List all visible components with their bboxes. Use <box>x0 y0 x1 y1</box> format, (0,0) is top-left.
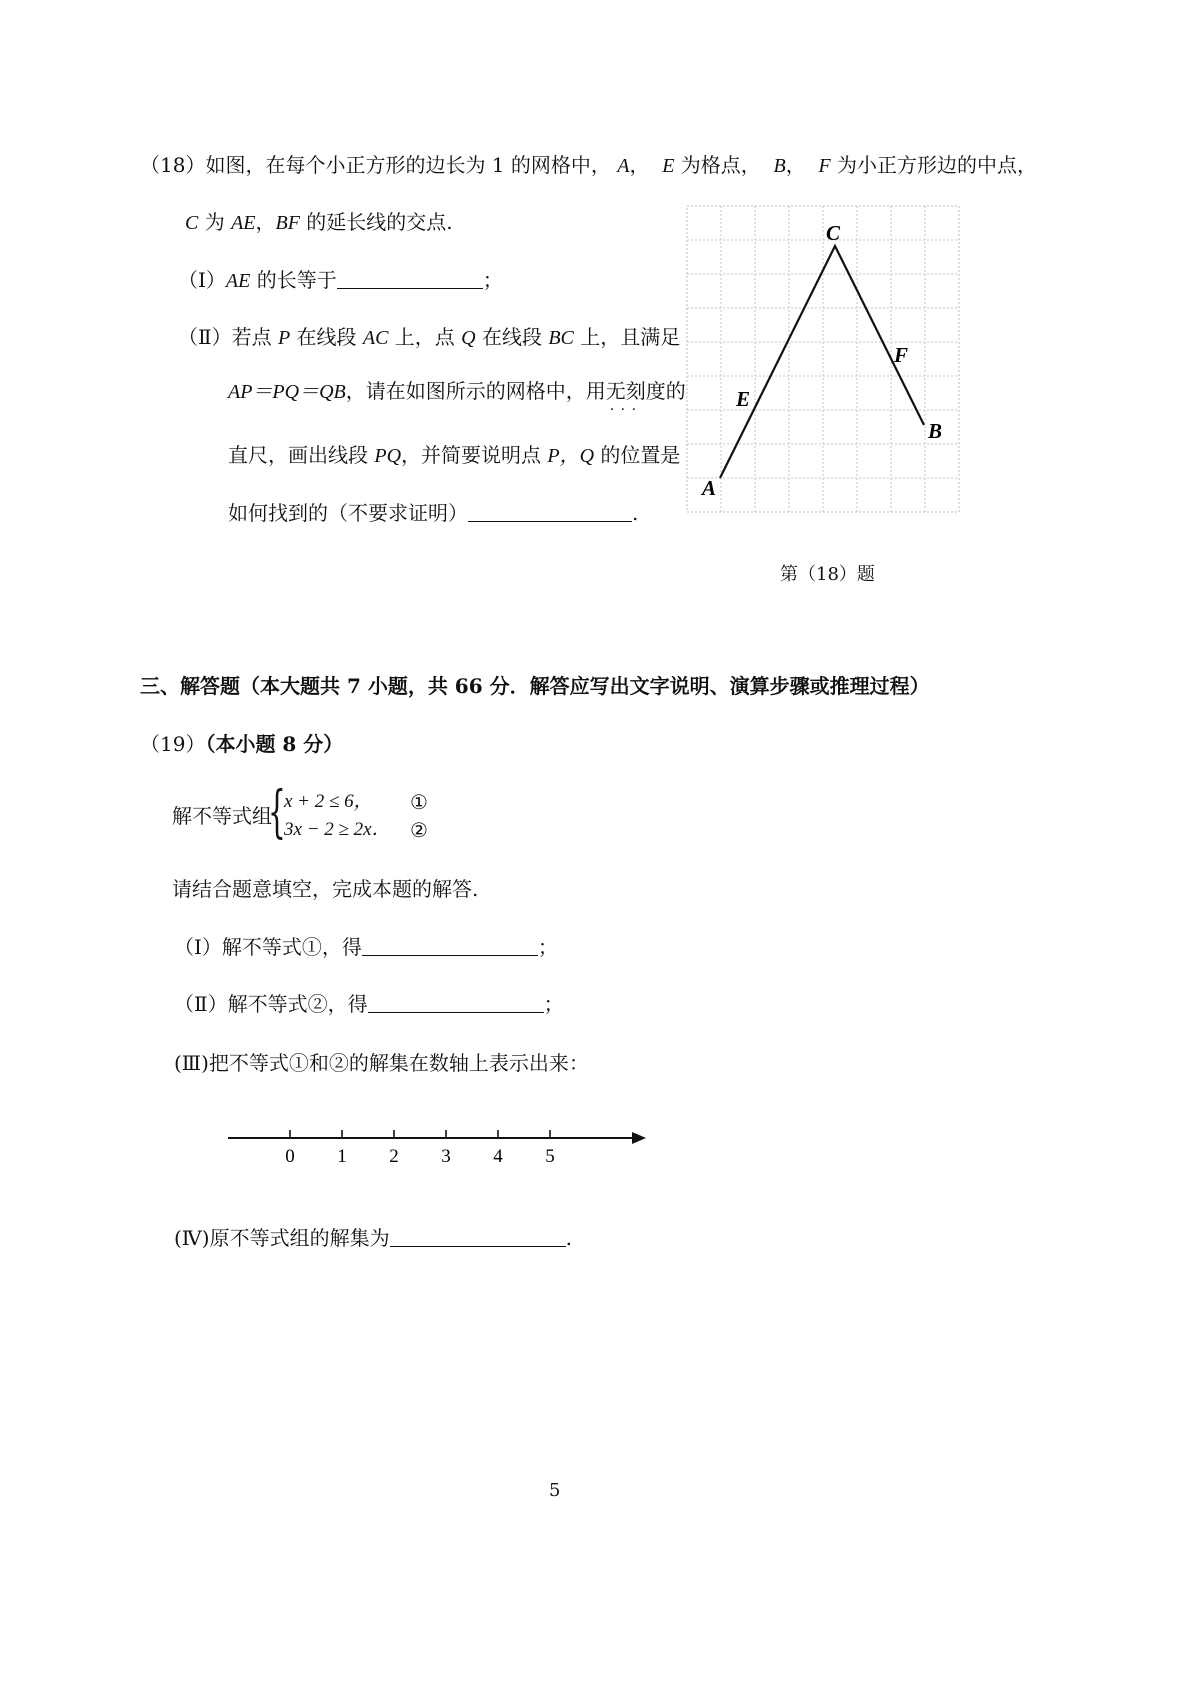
text: 在线段 <box>290 325 363 349</box>
text: 为 <box>198 210 232 234</box>
text: 原不等式组的解集为 <box>209 1226 390 1250</box>
answer-blank-4[interactable] <box>368 992 544 1013</box>
text: 直尺，画出线段 <box>228 443 375 467</box>
q18-part2-line2 <box>228 378 686 405</box>
axis-arrow <box>632 1132 646 1144</box>
number-line <box>220 1120 660 1180</box>
point-Q: Q <box>461 327 476 349</box>
q19-intro: 解不等式组 <box>172 804 272 828</box>
text: 上，且满足 <box>573 325 681 349</box>
label-B-text: B <box>773 155 786 177</box>
q18-part2-line4 <box>228 500 638 526</box>
mark-1: ① <box>410 790 428 814</box>
text: . <box>565 1226 572 1250</box>
step-label: (Ⅲ) <box>174 1051 209 1075</box>
text: 若点 <box>231 325 278 349</box>
text: 在线段 <box>475 325 549 349</box>
text: 的延长线的交点. <box>299 210 453 234</box>
comma: ， <box>785 153 806 177</box>
grid-figure <box>680 200 970 520</box>
text: ，请在如图所示的网格中，用 <box>345 379 606 403</box>
grid-lines <box>687 206 959 512</box>
step-label: (Ⅳ) <box>174 1226 210 1250</box>
text: 的长等于 <box>250 268 337 292</box>
page-number: 5 <box>549 1480 561 1501</box>
label-E-text: E <box>662 155 675 177</box>
points-PQ: P，Q <box>547 445 595 467</box>
text: 如何找到的（不要求证明） <box>228 501 468 525</box>
q19-prompt: 请结合题意填空，完成本题的解答. <box>172 877 479 901</box>
segment-BF: BF <box>275 212 300 234</box>
part-label: （Ⅱ） <box>178 325 232 349</box>
tick-label: 4 <box>493 1146 503 1167</box>
text: 解不等式①，得 <box>221 935 362 959</box>
segment-AE: AE <box>225 270 251 292</box>
label-C: C <box>826 221 841 245</box>
q18-part2-line3 <box>228 442 680 469</box>
q19-step4 <box>174 1225 572 1251</box>
text: ； <box>482 268 503 292</box>
label-F-text: F <box>818 155 831 177</box>
text: 把不等式①和②的解集在数轴上表示出来： <box>208 1051 589 1075</box>
segment-BC: BC <box>548 327 574 349</box>
text: . <box>632 501 639 525</box>
text: 上，点 <box>388 325 462 349</box>
text: 的位置是 <box>594 443 681 467</box>
q19-header <box>140 731 343 757</box>
brace: { <box>268 780 286 845</box>
q18-line1-text: 如图，在每个小正方形的边长为 1 的网格中， <box>205 153 611 177</box>
tick-label: 5 <box>545 1146 555 1167</box>
text: ； <box>543 992 564 1016</box>
q18-part2-line1 <box>178 324 680 351</box>
midpoint-text: 为小正方形边的中点， <box>837 153 1038 177</box>
tick-label: 1 <box>337 1146 347 1167</box>
text: 解不等式②，得 <box>227 992 368 1016</box>
q19-step2 <box>174 991 564 1017</box>
mark-2: ② <box>410 818 428 842</box>
answer-blank-3[interactable] <box>362 935 538 956</box>
segment-AE: AE <box>231 212 256 234</box>
segment-AC: AC <box>362 327 389 349</box>
q18-line1 <box>140 152 1037 179</box>
step-label: （Ⅱ） <box>174 992 228 1016</box>
inequality-1: x + 2 ≤ 6， <box>284 791 373 812</box>
label-B: B <box>928 419 943 443</box>
q18-number: （18） <box>140 153 206 177</box>
q19-step1 <box>174 934 558 960</box>
section-title: 三、解答题（本大题共 7 小题，共 66 分．解答应写出文字说明、演算步骤或推理过程） <box>140 674 930 698</box>
tick-label: 2 <box>389 1146 399 1167</box>
label-A: A <box>702 476 717 500</box>
q19-number: （19） <box>140 732 206 756</box>
point-P: P <box>277 327 291 349</box>
tick-label: 3 <box>441 1146 451 1167</box>
q18-line2 <box>185 209 453 236</box>
axis-ticks <box>285 1130 555 1167</box>
q19-step3 <box>174 1050 589 1076</box>
step-label: （Ⅰ） <box>174 935 222 959</box>
answer-blank-1[interactable] <box>337 268 483 289</box>
comma: ， <box>629 153 650 177</box>
text: ，并简要说明点 <box>401 443 548 467</box>
label-C-text: C <box>185 212 199 234</box>
emphasized-text: 无刻度的 · · <box>606 379 686 403</box>
answer-blank-2[interactable] <box>468 501 632 522</box>
figure-caption: 第（18）题 <box>780 564 875 585</box>
text: ， <box>255 210 276 234</box>
label-E: E <box>736 387 751 411</box>
label-A-text: A <box>617 155 630 177</box>
segment-PQ: PQ <box>374 445 402 467</box>
text: ； <box>537 935 558 959</box>
equation: AP＝PQ＝QB <box>228 381 346 403</box>
label-F: F <box>894 343 909 367</box>
inequality-2: 3x − 2 ≥ 2x． <box>284 819 391 840</box>
part-label: （Ⅰ） <box>178 268 226 292</box>
tick-label: 0 <box>285 1146 295 1167</box>
q19-points: （本小题 8 分） <box>205 732 344 756</box>
answer-blank-5[interactable] <box>390 1226 566 1247</box>
q18-part1 <box>178 267 503 294</box>
lattice-text: 为格点， <box>680 153 761 177</box>
